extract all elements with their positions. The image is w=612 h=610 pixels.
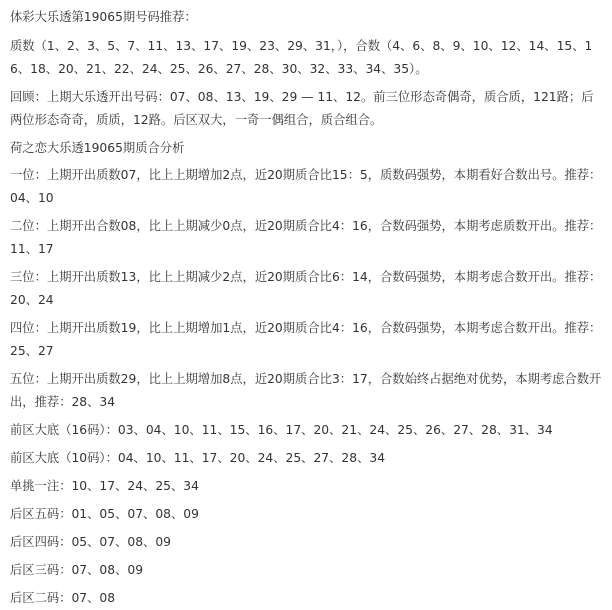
position-analysis-2: 二位：上期开出合数08，比上上期减少0点，近20期质合比4：16，合数码强势，本期考虑质数开出。推荐：11、17 — [10, 219, 602, 256]
front-pool-10: 前区大底（10码）：04、10、11、17、20、24、25、27、28、34 — [10, 451, 386, 465]
position-analysis-1: 一位：上期开出质数07，比上上期增加2点，近20期质合比15：5，质数码强势，本期看好合数出号。推荐：04、10 — [10, 168, 602, 205]
back-pool-4: 后区四码：05、07、08、09 — [10, 535, 171, 549]
position-analysis-4: 四位：上期开出质数19，比上上期增加1点，近20期质合比4：16，合数码强势，本期考虑合数开出。推荐：25、27 — [10, 321, 602, 358]
back-pool-5: 后区五码：01、05、07、08、09 — [10, 507, 199, 521]
single-pick: 单挑一注：10、17、24、25、34 — [10, 479, 199, 493]
prime-composite-definition: 质数（1、2、3、5、7、11、13、17、19、23、29、31，），合数（4、6、8、9、10、12、14、15、16、18、20、21、22、24、25、26、27、28、30、32、33、34、35）。 — [10, 39, 593, 76]
back-pool-3: 后区三码：07、08、09 — [10, 563, 144, 577]
review-paragraph: 回顾：上期大乐透开出号码：07、08、13、19、29 — 11、12。前三位形态奇偶奇，质合质，121路；后两位形态奇奇，质质，12路。后区双大，一奇一偶组合，质合组合。 — [10, 90, 594, 127]
front-pool-16: 前区大底（16码）：03、04、10、11、15、16、17、20、21、24、25、26、27、28、31、34 — [10, 423, 553, 437]
position-analysis-5: 五位：上期开出质数29，比上上期增加8点，近20期质合比3：17，合数始终占据绝对优势，本期考虑合数开出，推荐：28、34 — [10, 372, 602, 409]
back-pool-2: 后区二码：07、08 — [10, 591, 116, 605]
article-title: 体彩大乐透第19065期号码推荐： — [10, 10, 197, 24]
position-analysis-3: 三位：上期开出质数13，比上上期减少2点，近20期质合比6：14，合数码强势，本期考虑合数开出。推荐：20、24 — [10, 270, 602, 307]
section-title: 荷之恋大乐透19065期质合分析 — [10, 141, 185, 155]
